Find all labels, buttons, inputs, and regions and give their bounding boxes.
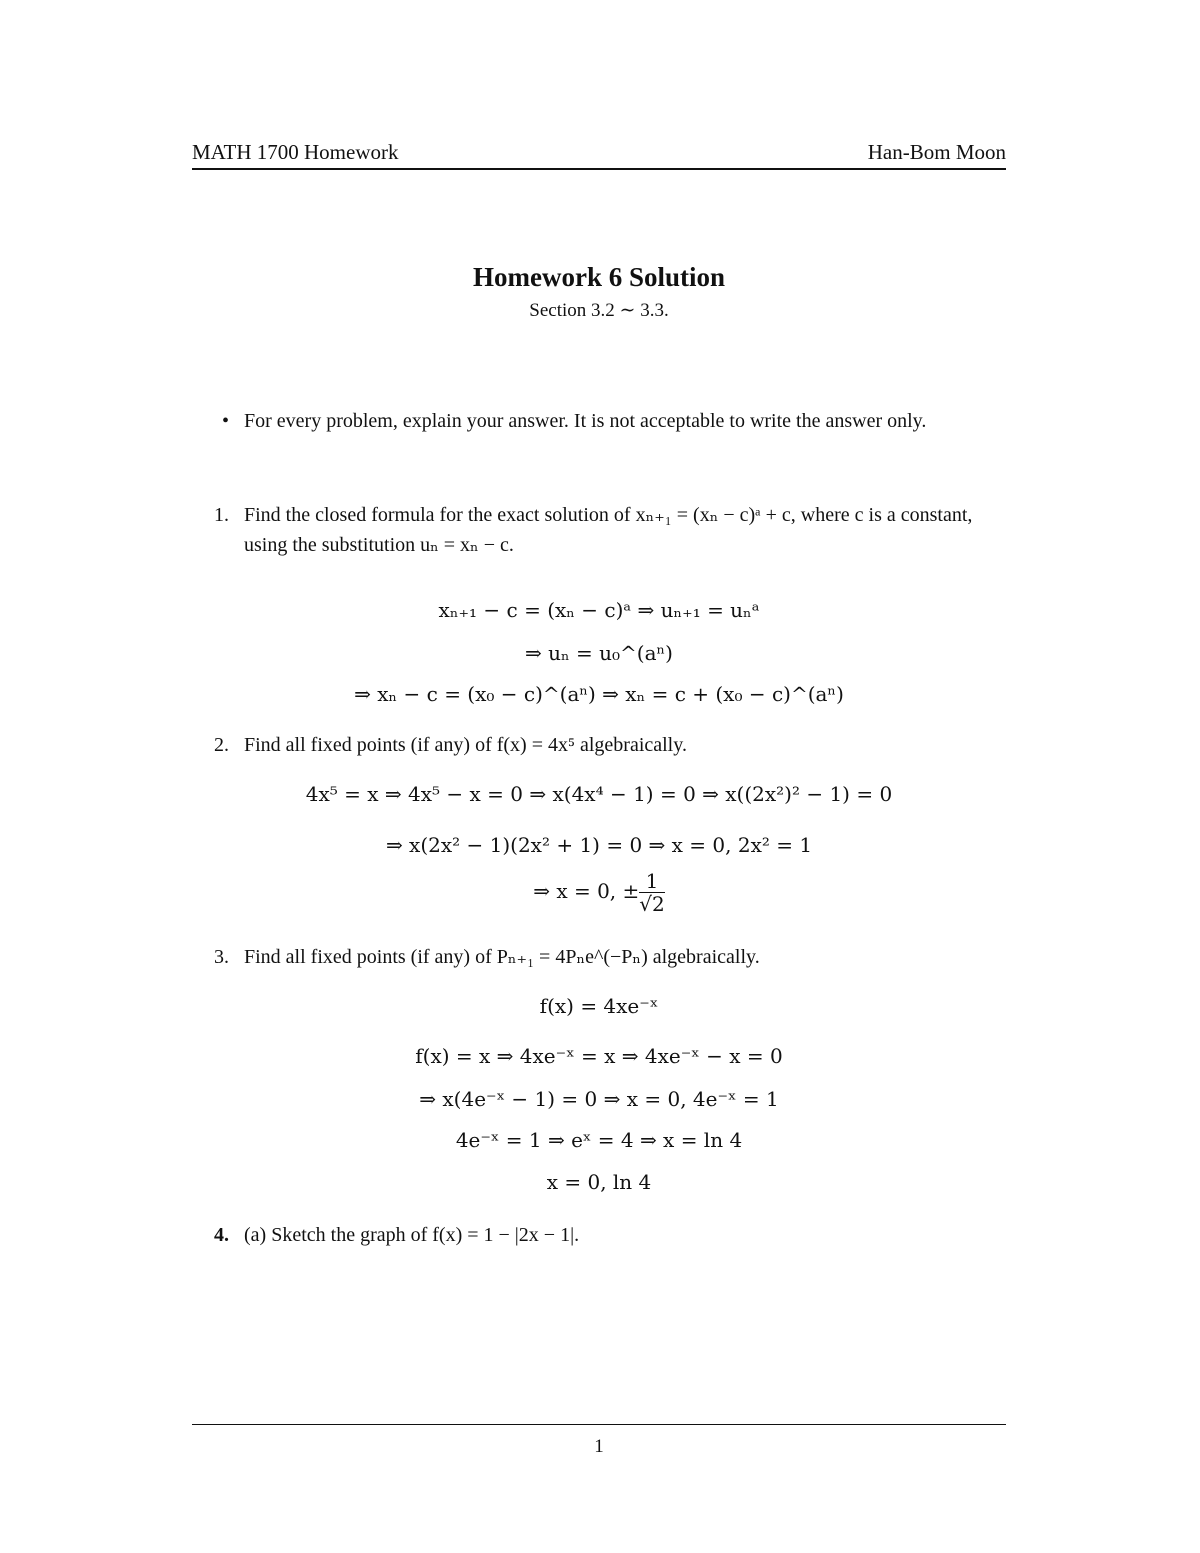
equation: ⇒ xₙ − c = (x₀ − c)^(aⁿ) ⇒ xₙ = c + (x₀ − c)^(aⁿ) <box>354 682 844 706</box>
equation: ⇒ uₙ = u₀^(aⁿ) <box>525 641 673 665</box>
problem-number: 1. <box>214 504 229 526</box>
equation: ⇒ x(4e⁻ˣ − 1) = 0 ⇒ x = 0, 4e⁻ˣ = 1 <box>419 1087 779 1111</box>
equation: ⇒ x(2x² − 1)(2x² + 1) = 0 ⇒ x = 0, 2x² = 1 <box>385 833 813 857</box>
title-block <box>192 262 1006 322</box>
fraction <box>639 870 664 915</box>
equation: f(x) = 4xe⁻ˣ <box>539 994 659 1018</box>
page-title: Homework 6 Solution <box>472 262 726 292</box>
header-rule <box>192 168 1006 170</box>
equation: x = 0, ln 4 <box>546 1170 652 1194</box>
instruction-item <box>222 406 1006 437</box>
header-author: Han-Bom Moon <box>867 140 1006 164</box>
equation <box>192 870 1006 915</box>
problem-number: 3. <box>214 946 229 968</box>
problem-4 <box>214 1220 1006 1250</box>
bullet-icon: • <box>222 410 230 432</box>
page-subtitle: Section 3.2 ∼ 3.3. <box>529 300 669 321</box>
footer-rule <box>192 1424 1006 1425</box>
equation: 4e⁻ˣ = 1 ⇒ eˣ = 4 ⇒ x = ln 4 <box>455 1128 743 1152</box>
equation: xₙ₊₁ − c = (xₙ − c)ᵃ ⇒ uₙ₊₁ = uₙᵃ <box>438 598 760 622</box>
instruction-text: For every problem, explain your answer. It is not acceptable to write the answer only. <box>244 410 927 432</box>
fraction-numerator: 1 <box>639 870 664 893</box>
problem-1 <box>214 500 1006 560</box>
problem-statement: Find the closed formula for the exact solution of xₙ₊₁ = (xₙ − c)ᵃ + c, where c is a constant, using the substitution uₙ = xₙ − c. <box>244 504 973 556</box>
problem-statement: Find all fixed points (if any) of f(x) = 4x⁵ algebraically. <box>244 734 687 756</box>
problem-number: 2. <box>214 734 229 756</box>
header-course: MATH 1700 Homework <box>192 140 399 164</box>
equation: 4x⁵ = x ⇒ 4x⁵ − x = 0 ⇒ x(4x⁴ − 1) = 0 ⇒ x((2x²)² − 1) = 0 <box>305 782 893 806</box>
problem-statement: (a) Sketch the graph of f(x) = 1 − |2x − 1|. <box>244 1224 580 1246</box>
equation: f(x) = x ⇒ 4xe⁻ˣ = x ⇒ 4xe⁻ˣ − x = 0 <box>415 1044 783 1068</box>
problem-2 <box>214 730 1006 760</box>
page-number: 1 <box>594 1436 604 1457</box>
equation-prefix: ⇒ x = 0, ± <box>533 879 640 903</box>
problem-number: 4. <box>214 1224 229 1246</box>
running-header <box>192 140 1006 165</box>
problem-3 <box>214 942 1006 972</box>
problem-statement: Find all fixed points (if any) of Pₙ₊₁ = 4Pₙe^(−Pₙ) algebraically. <box>244 946 760 968</box>
fraction-denominator: √2 <box>639 892 665 916</box>
